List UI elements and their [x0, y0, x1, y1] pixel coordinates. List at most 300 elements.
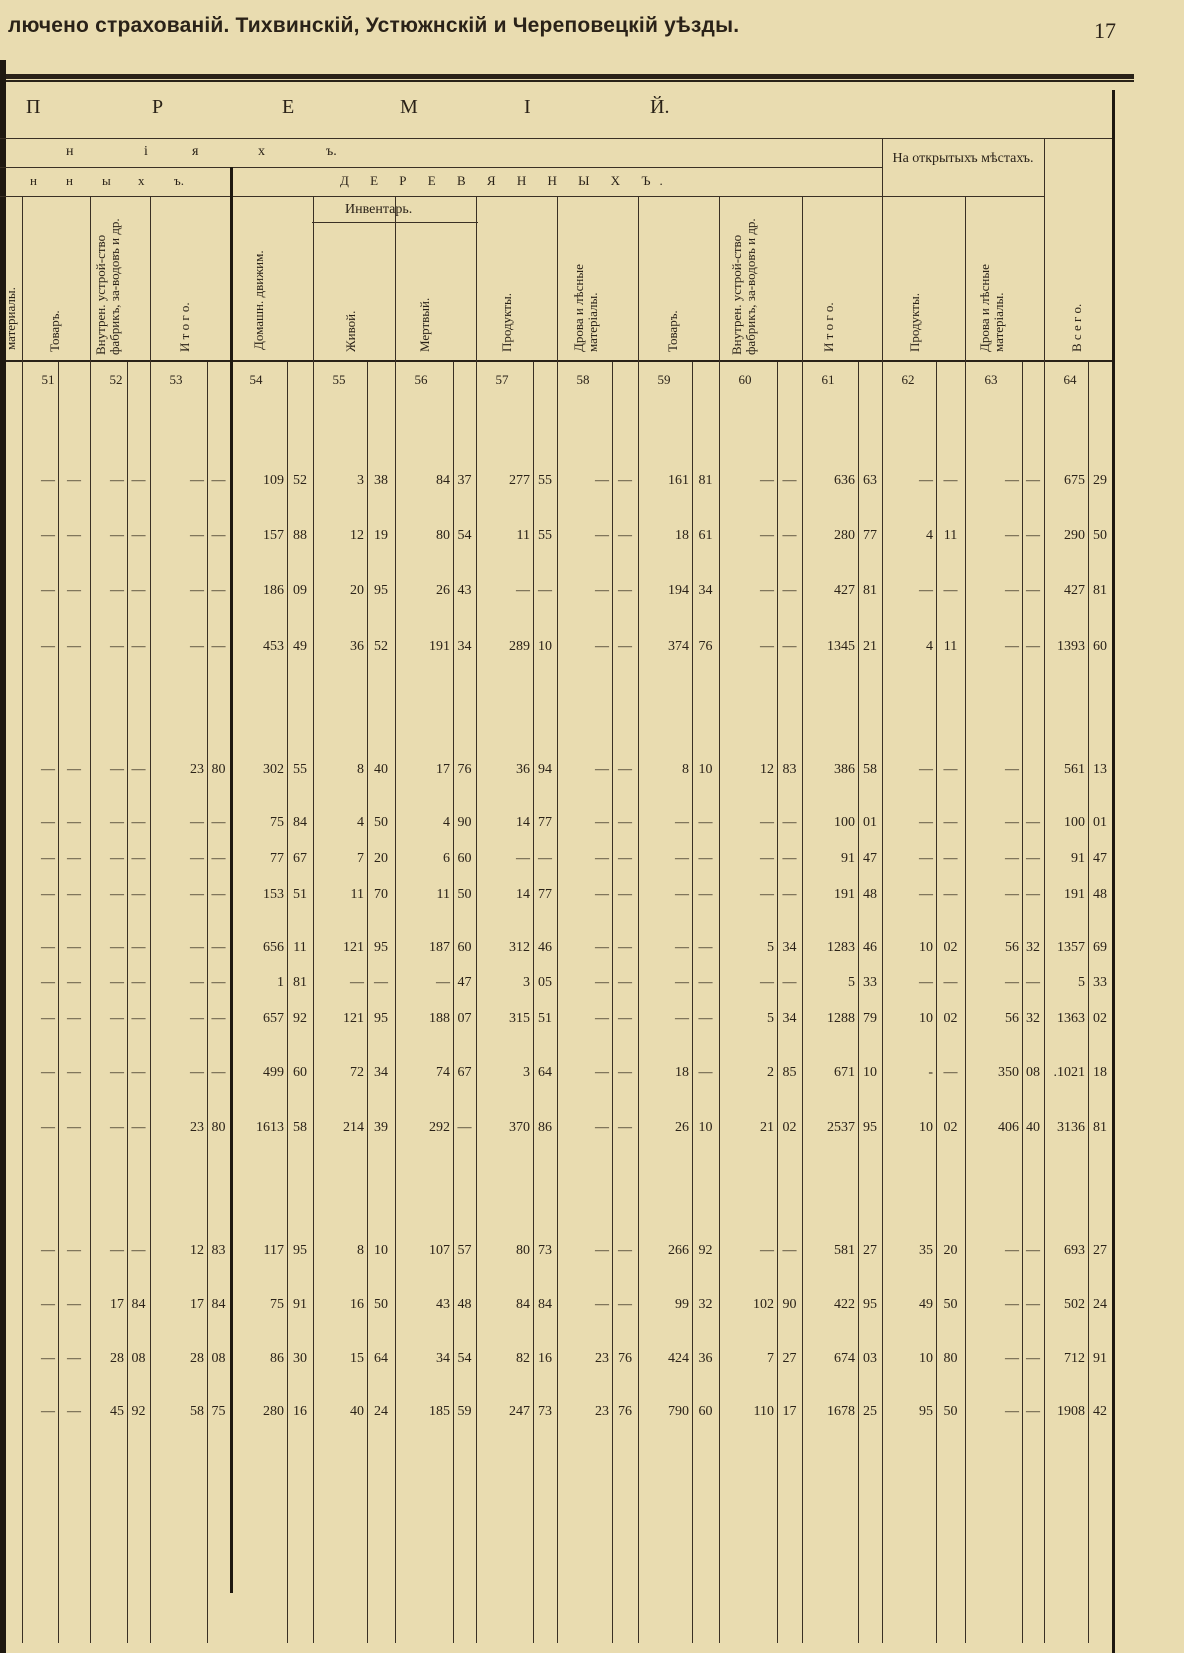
- cell-kopecks: 60: [457, 851, 472, 866]
- cell-kopecks: 02: [943, 1011, 958, 1026]
- grid-line: [777, 362, 778, 1643]
- cell-kopecks: 46: [863, 940, 877, 955]
- cell-main: 3: [523, 975, 530, 990]
- cell-main: —: [110, 583, 124, 598]
- cell-kopecks: —: [211, 851, 226, 866]
- cell-kopecks: 32: [1026, 940, 1040, 955]
- cell-main: 1345: [827, 639, 855, 654]
- grid-line: [230, 167, 233, 1593]
- cell-kopecks: 95: [863, 1297, 877, 1312]
- cell-kopecks: —: [67, 762, 81, 777]
- cell-main: 406: [998, 1120, 1019, 1135]
- cell-kopecks: 83: [782, 762, 797, 777]
- cell-kopecks: 83: [211, 1243, 226, 1258]
- cell-main: —: [190, 473, 204, 488]
- cell-main: 153: [263, 887, 284, 902]
- column-number: 53: [169, 372, 183, 387]
- grid-line: [90, 196, 91, 1643]
- cell-kopecks: 27: [863, 1243, 877, 1258]
- page-number: 17: [1094, 18, 1116, 43]
- cell-main: 671: [834, 1065, 855, 1080]
- cell-kopecks: 84: [131, 1297, 146, 1312]
- cell-kopecks: —: [211, 583, 226, 598]
- cell-main: 427: [834, 583, 855, 598]
- open-places-header: На открытыхъ мѣстахъ.: [892, 151, 1034, 166]
- column-number: 60: [738, 372, 752, 387]
- cell-kopecks: 10: [374, 1243, 388, 1258]
- cell-kopecks: —: [618, 1297, 632, 1312]
- cell-main: —: [190, 815, 204, 830]
- cell-kopecks: —: [782, 975, 797, 990]
- cell-kopecks: 27: [782, 1351, 797, 1366]
- grid-line: [692, 362, 693, 1643]
- cell-main: 712: [1064, 1351, 1085, 1366]
- cell-main: 91: [841, 851, 855, 866]
- cell-main: 10: [919, 940, 933, 955]
- cell-main: 35: [919, 1243, 933, 1258]
- cell-kopecks: 30: [293, 1351, 307, 1366]
- cell-kopecks: 94: [538, 762, 552, 777]
- cell-kopecks: —: [698, 887, 713, 902]
- grid-line: [367, 362, 368, 1643]
- cell-kopecks: —: [131, 762, 146, 777]
- cell-kopecks: 43: [457, 583, 472, 598]
- cell-main: —: [110, 940, 124, 955]
- cell-kopecks: 05: [538, 975, 552, 990]
- grid-line: [476, 196, 477, 1643]
- cell-kopecks: —: [618, 473, 632, 488]
- cell-kopecks: —: [211, 528, 226, 543]
- cell-kopecks: 17: [782, 1404, 797, 1419]
- cell-kopecks: —: [782, 583, 797, 598]
- cell-main: 21: [760, 1120, 774, 1135]
- cell-main: 18: [675, 1065, 689, 1080]
- cell-main: 10: [919, 1011, 933, 1026]
- cell-main: —: [1005, 1404, 1019, 1419]
- cell-main: —: [41, 1065, 55, 1080]
- cell-main: 17: [190, 1297, 204, 1312]
- cell-main: 186: [263, 583, 284, 598]
- cell-kopecks: —: [943, 762, 958, 777]
- cell-main: 12: [350, 528, 364, 543]
- grid-line: [453, 362, 454, 1643]
- column-header-c56: Мертвый.: [417, 297, 432, 352]
- cell-kopecks: 92: [698, 1243, 713, 1258]
- cell-main: 636: [834, 473, 855, 488]
- cell-main: —: [675, 940, 689, 955]
- cell-main: 75: [270, 815, 284, 830]
- cell-main: 11: [350, 887, 364, 902]
- cell-kopecks: 76: [698, 639, 713, 654]
- cell-main: 2537: [827, 1120, 855, 1135]
- column-number: 63: [984, 372, 998, 387]
- column-header-c62: Продукты.: [907, 293, 922, 352]
- cell-kopecks: —: [618, 1065, 632, 1080]
- cell-main: —: [760, 851, 774, 866]
- cell-main: 95: [919, 1404, 933, 1419]
- cell-kopecks: —: [618, 940, 632, 955]
- cell-main: —: [110, 1065, 124, 1080]
- cell-kopecks: 60: [698, 1404, 713, 1419]
- cell-kopecks: 48: [1093, 887, 1107, 902]
- running-title: лючено страхованій. Тихвинскій, Устюжнскій и Череповецкій уѣзды.: [8, 14, 740, 37]
- cell-main: 4: [443, 815, 450, 830]
- cell-kopecks: 50: [374, 815, 388, 830]
- cell-main: —: [919, 887, 933, 902]
- cell-kopecks: 90: [782, 1297, 797, 1312]
- cell-main: 10: [919, 1120, 933, 1135]
- cell-kopecks: 60: [293, 1065, 307, 1080]
- cell-kopecks: 95: [374, 583, 388, 598]
- cell-main: 4: [357, 815, 364, 830]
- group-letter: і: [144, 144, 148, 159]
- cell-kopecks: 48: [457, 1297, 472, 1312]
- column-number: 54: [249, 372, 263, 387]
- cell-main: —: [919, 762, 933, 777]
- cell-main: 121: [343, 940, 364, 955]
- cell-kopecks: 73: [538, 1404, 552, 1419]
- cell-kopecks: 49: [293, 639, 307, 654]
- cell-main: —: [190, 639, 204, 654]
- cell-main: 77: [270, 851, 284, 866]
- cell-kopecks: —: [131, 583, 146, 598]
- cell-kopecks: 81: [698, 473, 713, 488]
- cell-kopecks: —: [67, 940, 81, 955]
- cell-main: 80: [516, 1243, 530, 1258]
- cell-main: 191: [1064, 887, 1085, 902]
- cell-kopecks: 80: [943, 1351, 958, 1366]
- cell-kopecks: 54: [457, 528, 472, 543]
- cell-main: —: [675, 1011, 689, 1026]
- cell-main: —: [110, 528, 124, 543]
- cell-main: 102: [753, 1297, 774, 1312]
- cell-main: 499: [263, 1065, 284, 1080]
- cell-kopecks: —: [782, 1243, 797, 1258]
- cell-main: —: [190, 887, 204, 902]
- cell-kopecks: 08: [1026, 1065, 1040, 1080]
- cell-kopecks: 37: [457, 473, 472, 488]
- cell-main: 292: [429, 1120, 450, 1135]
- cell-main: —: [190, 940, 204, 955]
- cell-main: 187: [429, 940, 450, 955]
- column-number: 64: [1063, 372, 1077, 387]
- cell-kopecks: 38: [374, 473, 388, 488]
- group-letter: ъ.: [326, 144, 337, 159]
- column-number: 51: [41, 372, 55, 387]
- cell-main: —: [595, 1065, 609, 1080]
- cell-main: —: [41, 1404, 55, 1419]
- hrule-2: [0, 167, 882, 168]
- cell-main: —: [595, 473, 609, 488]
- sub-letter: ъ.: [174, 173, 184, 188]
- cell-kopecks: 81: [1093, 1120, 1107, 1135]
- cell-kopecks: —: [211, 1011, 226, 1026]
- cell-main: 386: [834, 762, 855, 777]
- cell-main: 5: [848, 975, 855, 990]
- cell-kopecks: 86: [538, 1120, 552, 1135]
- cell-kopecks: 91: [1093, 1351, 1107, 1366]
- cell-main: 5: [767, 940, 774, 955]
- cell-main: 693: [1064, 1243, 1085, 1258]
- cell-kopecks: 03: [863, 1351, 877, 1366]
- cell-main: —: [919, 583, 933, 598]
- group-letter: я: [192, 144, 199, 159]
- cell-main: —: [595, 815, 609, 830]
- cell-kopecks: —: [131, 528, 146, 543]
- column-header-c50: материалы.: [3, 287, 18, 350]
- cell-kopecks: 77: [538, 815, 552, 830]
- cell-main: —: [41, 583, 55, 598]
- cell-main: 422: [834, 1297, 855, 1312]
- cell-main: —: [516, 583, 530, 598]
- cell-main: 2: [767, 1065, 774, 1080]
- banner-letter: Е: [282, 96, 295, 118]
- cell-main: 7: [357, 851, 364, 866]
- cell-main: 191: [834, 887, 855, 902]
- cell-kopecks: 46: [538, 940, 552, 955]
- cell-kopecks: 58: [863, 762, 877, 777]
- cell-main: 109: [263, 473, 284, 488]
- cell-kopecks: 33: [1093, 975, 1107, 990]
- cell-kopecks: 32: [1026, 1011, 1040, 1026]
- banner-letter: І: [524, 96, 531, 118]
- cell-main: 100: [834, 815, 855, 830]
- cell-kopecks: —: [211, 473, 226, 488]
- cell-kopecks: 55: [293, 762, 307, 777]
- cell-main: —: [41, 473, 55, 488]
- cell-kopecks: —: [782, 473, 797, 488]
- cell-main: —: [41, 851, 55, 866]
- group-letter: н: [66, 144, 74, 159]
- cell-main: 26: [436, 583, 450, 598]
- cell-kopecks: 70: [374, 887, 388, 902]
- column-header-c58: Дрова и лѣсные матеріалы.: [571, 264, 600, 352]
- cell-main: —: [190, 851, 204, 866]
- cell-main: 12: [760, 762, 774, 777]
- cell-main: 18: [675, 528, 689, 543]
- cell-main: —: [190, 1065, 204, 1080]
- grid-line: [638, 196, 639, 1643]
- cell-main: 12: [190, 1243, 204, 1258]
- cell-kopecks: —: [1026, 473, 1040, 488]
- cell-main: 11: [516, 528, 530, 543]
- cell-main: 74: [436, 1065, 450, 1080]
- cell-main: 280: [834, 528, 855, 543]
- cell-kopecks: 50: [943, 1404, 958, 1419]
- cell-kopecks: 02: [943, 1120, 958, 1135]
- cell-kopecks: 80: [211, 1120, 226, 1135]
- cell-main: —: [919, 473, 933, 488]
- cell-kopecks: 95: [374, 940, 388, 955]
- cell-kopecks: 47: [863, 851, 877, 866]
- cell-main: —: [350, 975, 364, 990]
- cell-main: 315: [509, 1011, 530, 1026]
- cell-main: 1613: [256, 1120, 284, 1135]
- cell-main: —: [41, 887, 55, 902]
- column-header-c52: Внутрен. устрой-ство фабрикъ, за-водовъ и др.: [93, 218, 122, 355]
- cell-main: —: [1005, 1297, 1019, 1312]
- cell-kopecks: 91: [293, 1297, 307, 1312]
- cell-kopecks: —: [211, 815, 226, 830]
- cell-main: 302: [263, 762, 284, 777]
- cell-kopecks: —: [538, 583, 552, 598]
- cell-kopecks: —: [457, 1120, 472, 1135]
- cell-main: —: [41, 1351, 55, 1366]
- cell-kopecks: —: [618, 583, 632, 598]
- cell-main: —: [595, 1297, 609, 1312]
- cell-kopecks: 81: [1093, 583, 1107, 598]
- cell-main: 561: [1064, 762, 1085, 777]
- cell-kopecks: 47: [457, 975, 472, 990]
- cell-kopecks: 58: [293, 1120, 307, 1135]
- cell-kopecks: —: [67, 815, 81, 830]
- cell-kopecks: —: [67, 528, 81, 543]
- hrule-1: [0, 138, 1112, 139]
- cell-kopecks: 50: [943, 1297, 958, 1312]
- cell-kopecks: —: [1026, 583, 1040, 598]
- cell-kopecks: 01: [1093, 815, 1107, 830]
- cell-main: 75: [270, 1297, 284, 1312]
- cell-main: —: [675, 815, 689, 830]
- cell-kopecks: —: [211, 975, 226, 990]
- cell-main: 7: [767, 1351, 774, 1366]
- cell-kopecks: 50: [1093, 528, 1107, 543]
- cell-main: 790: [668, 1404, 689, 1419]
- cell-main: 56: [1005, 1011, 1019, 1026]
- cell-kopecks: 08: [131, 1351, 146, 1366]
- cell-kopecks: 47: [1093, 851, 1107, 866]
- cell-main: 4: [926, 639, 933, 654]
- cell-main: —: [41, 1297, 55, 1312]
- cell-kopecks: —: [943, 815, 958, 830]
- cell-main: 266: [668, 1243, 689, 1258]
- cell-main: —: [1005, 528, 1019, 543]
- cell-kopecks: 55: [538, 528, 552, 543]
- cell-main: —: [595, 940, 609, 955]
- cell-kopecks: 67: [457, 1065, 472, 1080]
- cell-main: 107: [429, 1243, 450, 1258]
- cell-main: 161: [668, 473, 689, 488]
- cell-kopecks: 92: [293, 1011, 307, 1026]
- cell-main: 350: [998, 1065, 1019, 1080]
- cell-kopecks: 11: [943, 528, 958, 543]
- cell-kopecks: 50: [457, 887, 472, 902]
- cell-main: 424: [668, 1351, 689, 1366]
- cell-main: 80: [436, 528, 450, 543]
- cell-kopecks: —: [131, 851, 146, 866]
- cell-main: 58: [190, 1404, 204, 1419]
- cell-main: 28: [110, 1351, 124, 1366]
- inventory-header: Инвентарь.: [345, 202, 413, 217]
- cell-main: —: [595, 1243, 609, 1258]
- cell-kopecks: 79: [863, 1011, 877, 1026]
- cell-main: 5: [1078, 975, 1085, 990]
- column-number: 59: [657, 372, 671, 387]
- cell-main: 185: [429, 1404, 450, 1419]
- cell-kopecks: 32: [698, 1297, 713, 1312]
- cell-main: —: [1005, 583, 1019, 598]
- cell-main: 1363: [1057, 1011, 1085, 1026]
- cell-kopecks: —: [1026, 1297, 1040, 1312]
- cell-main: 1: [277, 975, 284, 990]
- grid-line: [1022, 362, 1023, 1643]
- cell-kopecks: 20: [943, 1243, 958, 1258]
- cell-kopecks: 10: [538, 639, 552, 654]
- cell-main: 374: [668, 639, 689, 654]
- cell-main: —: [110, 1011, 124, 1026]
- column-number: 55: [332, 372, 346, 387]
- cell-main: 277: [509, 473, 530, 488]
- cell-main: —: [595, 583, 609, 598]
- cell-main: —: [110, 851, 124, 866]
- cell-kopecks: 60: [1093, 639, 1107, 654]
- cell-kopecks: 10: [698, 762, 713, 777]
- cell-main: 674: [834, 1351, 855, 1366]
- cell-main: —: [110, 639, 124, 654]
- cell-kopecks: 55: [538, 473, 552, 488]
- cell-kopecks: 81: [293, 975, 307, 990]
- cell-kopecks: 73: [538, 1243, 552, 1258]
- cell-main: —: [110, 473, 124, 488]
- cell-kopecks: 10: [698, 1120, 713, 1135]
- cell-kopecks: —: [67, 639, 81, 654]
- cell-kopecks: —: [618, 1011, 632, 1026]
- cell-main: 290: [1064, 528, 1085, 543]
- column-header-c53: И т о г о.: [177, 302, 192, 352]
- cell-kopecks: 52: [374, 639, 388, 654]
- cell-main: —: [760, 887, 774, 902]
- cell-main: 3: [357, 473, 364, 488]
- column-number: 58: [576, 372, 590, 387]
- banner-letter: Р: [152, 96, 164, 118]
- cell-kopecks: —: [943, 851, 958, 866]
- cell-kopecks: —: [211, 639, 226, 654]
- grid-line: [313, 196, 314, 1643]
- cell-kopecks: —: [782, 815, 797, 830]
- cell-main: 8: [682, 762, 689, 777]
- column-number: 52: [109, 372, 123, 387]
- cell-main: —: [1005, 1243, 1019, 1258]
- cell-main: 194: [668, 583, 689, 598]
- cell-kopecks: 21: [863, 639, 877, 654]
- cell-main: —: [41, 528, 55, 543]
- cell-kopecks: 24: [374, 1404, 388, 1419]
- column-header-c55: Живой.: [343, 310, 358, 352]
- cell-main: 1357: [1057, 940, 1085, 955]
- grid-line: [1112, 90, 1115, 1653]
- cell-kopecks: 92: [131, 1404, 146, 1419]
- cell-kopecks: —: [782, 528, 797, 543]
- cell-kopecks: —: [1026, 1404, 1040, 1419]
- cell-main: 23: [190, 1120, 204, 1135]
- cell-main: —: [1005, 887, 1019, 902]
- cell-kopecks: —: [211, 940, 226, 955]
- cell-main: —: [516, 851, 530, 866]
- cell-kopecks: —: [618, 1243, 632, 1258]
- cell-kopecks: —: [1026, 639, 1040, 654]
- cell-kopecks: 52: [293, 473, 307, 488]
- cell-main: 16: [350, 1297, 364, 1312]
- cell-main: 191: [429, 639, 450, 654]
- cell-main: —: [41, 639, 55, 654]
- cell-main: 84: [516, 1297, 530, 1312]
- cell-main: —: [760, 639, 774, 654]
- grid-line: [58, 362, 59, 1643]
- cell-kopecks: —: [698, 851, 713, 866]
- cell-kopecks: 85: [782, 1065, 797, 1080]
- cell-kopecks: 13: [1093, 762, 1107, 777]
- cell-kopecks: 84: [293, 815, 307, 830]
